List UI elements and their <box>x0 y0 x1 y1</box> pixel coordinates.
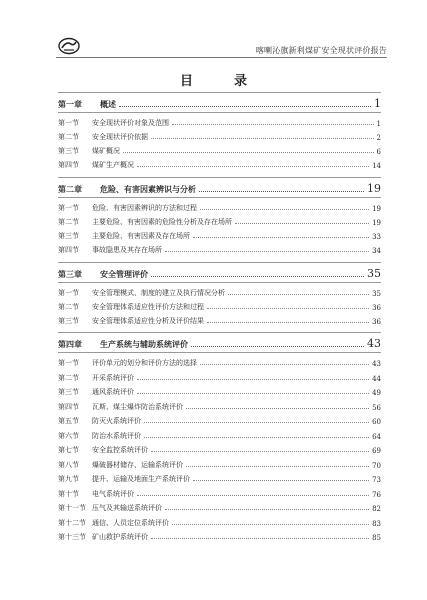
section-label <box>58 217 232 227</box>
section-number: 第一节 <box>58 119 79 127</box>
section-label <box>58 503 162 513</box>
section-label <box>58 387 134 397</box>
section-label <box>58 402 183 412</box>
section-number: 第七节 <box>58 446 79 454</box>
section-title: 瓦斯、煤尘爆炸防治系统评价 <box>92 402 183 411</box>
toc-chapter-row[interactable] <box>58 96 381 110</box>
chapter-title: 危险、有害因素辨识与分析 <box>100 184 196 194</box>
dot-leader <box>193 236 369 238</box>
toc-section-row[interactable] <box>58 158 381 170</box>
section-page-number: 35 <box>372 290 381 298</box>
chapter-page-number: 35 <box>367 267 381 280</box>
toc-chapter-row[interactable] <box>58 336 381 350</box>
toc-section-row[interactable] <box>58 286 381 298</box>
header-title: 喀喇沁旗新利煤矿安全现状评价报告 <box>255 46 387 55</box>
toc-section-row[interactable] <box>58 458 381 470</box>
section-title: 安全管理体系适应性分析及评价结果 <box>92 317 204 325</box>
section-title: 安全现状评价对象及范围 <box>92 119 169 127</box>
section-page-number: 14 <box>372 162 381 170</box>
dot-leader <box>207 321 369 323</box>
dot-leader <box>172 123 374 125</box>
section-number: 第二节 <box>58 373 79 382</box>
section-number: 第六节 <box>58 431 79 440</box>
dot-leader <box>151 537 369 539</box>
section-label <box>58 288 225 298</box>
dot-leader <box>144 436 369 438</box>
section-label <box>58 302 204 312</box>
section-title: 事故隐患及其存在场所 <box>92 246 162 254</box>
dot-leader <box>186 465 369 467</box>
chapter-divider <box>58 177 381 178</box>
section-page-number: 33 <box>372 233 381 241</box>
section-title: 爆破器材储存、运输系统评价 <box>92 460 183 469</box>
toc-section-row[interactable] <box>58 429 381 441</box>
section-page-number: 82 <box>372 505 381 513</box>
chapter-divider <box>58 352 381 353</box>
toc-section-row[interactable] <box>58 314 381 326</box>
section-number: 第十节 <box>58 489 79 498</box>
dot-leader <box>151 137 374 139</box>
toc-section-row[interactable] <box>58 516 381 528</box>
section-page-number: 49 <box>372 389 381 397</box>
section-page-number: 6 <box>376 148 381 156</box>
section-label <box>58 373 134 383</box>
section-number: 第二节 <box>58 133 79 141</box>
section-page-number: 2 <box>376 134 381 142</box>
toc-section-row[interactable] <box>58 356 381 368</box>
toc-section-row[interactable] <box>58 472 381 484</box>
section-label <box>58 132 148 142</box>
dot-leader <box>137 392 369 394</box>
toc-section-row[interactable] <box>58 243 381 255</box>
section-page-number: 76 <box>372 490 381 499</box>
dot-leader <box>137 378 369 380</box>
dot-leader <box>123 151 374 153</box>
chapter-label <box>58 339 188 350</box>
chapter-page-number: 43 <box>367 337 381 350</box>
section-page-number: 69 <box>372 447 381 455</box>
dot-leader <box>151 275 364 277</box>
section-label <box>58 431 141 441</box>
section-number: 第五节 <box>58 417 79 425</box>
section-label <box>58 231 190 241</box>
toc-section-row[interactable] <box>58 116 381 128</box>
section-title: 主要危险、有害因素的危险性分析及存在场所 <box>92 218 232 226</box>
section-title: 通信、人员定位系统评价 <box>92 518 169 527</box>
chapter-title: 生产系统与辅助系统评价 <box>100 339 188 349</box>
dot-leader <box>207 307 369 309</box>
section-label <box>58 118 169 128</box>
toc-section-row[interactable] <box>58 201 381 213</box>
chapter-title: 安全管理评价 <box>100 269 148 279</box>
chapter-divider <box>58 262 381 263</box>
toc-chapter-row[interactable] <box>58 266 381 280</box>
section-title: 安全管理体系适应性评价方法和过程 <box>92 303 204 311</box>
toc-section-row[interactable] <box>58 130 381 142</box>
section-title: 安全管理模式、制度的建立及执行情况分析 <box>92 289 225 297</box>
section-label <box>58 518 169 528</box>
section-number: 第八节 <box>58 460 79 469</box>
toc-section-row[interactable] <box>58 229 381 241</box>
toc-section-row[interactable] <box>58 400 381 412</box>
section-page-number: 56 <box>372 403 381 412</box>
dot-leader <box>193 479 369 481</box>
toc-section-row[interactable] <box>58 501 381 513</box>
section-label <box>58 245 162 255</box>
section-title: 煤矿生产概况 <box>92 161 134 169</box>
section-number: 第一节 <box>58 289 79 297</box>
dot-leader <box>200 208 369 210</box>
section-number: 第二节 <box>58 303 79 311</box>
chapter-label <box>58 99 116 110</box>
section-label <box>58 160 134 170</box>
section-label <box>58 416 141 426</box>
chapter-divider <box>58 92 381 93</box>
section-title: 矿山救护系统评价 <box>92 533 148 541</box>
section-label <box>58 445 148 455</box>
dot-leader <box>235 222 369 224</box>
section-page-number: 60 <box>372 418 381 426</box>
chapter-divider <box>58 197 381 198</box>
section-number: 第十一节 <box>58 504 86 512</box>
dot-leader <box>165 508 369 510</box>
section-label <box>58 203 197 213</box>
section-page-number: 70 <box>372 461 381 470</box>
section-title: 危险、有害因素辨识的方法和过程 <box>92 204 197 212</box>
toc-title: 目 录 <box>179 74 261 89</box>
section-number: 第四节 <box>58 161 79 169</box>
dot-leader <box>144 421 369 423</box>
dot-leader <box>191 345 364 347</box>
chapter-page-number: 1 <box>374 97 381 110</box>
toc-section-row[interactable] <box>58 144 381 156</box>
section-title: 防灭火系统评价 <box>92 417 141 425</box>
section-label <box>58 358 197 368</box>
section-title: 安全现状评价依据 <box>92 133 148 141</box>
section-title: 电气系统评价 <box>92 489 134 498</box>
chapter-number: 第三章 <box>58 269 82 279</box>
section-number: 第一节 <box>58 359 79 367</box>
dot-leader <box>228 293 369 295</box>
chapter-divider <box>58 112 381 113</box>
chapter-divider <box>58 282 381 283</box>
section-number: 第二节 <box>58 218 79 226</box>
toc-section-row[interactable] <box>58 371 381 383</box>
section-label <box>58 532 148 542</box>
section-page-number: 43 <box>372 360 381 368</box>
section-page-number: 34 <box>372 247 381 255</box>
section-label <box>58 460 183 470</box>
section-number: 第三节 <box>58 147 79 155</box>
section-title: 压气及其输送系统评价 <box>92 504 162 512</box>
section-label <box>58 474 190 484</box>
section-page-number: 44 <box>372 374 381 383</box>
section-label <box>58 146 120 156</box>
section-page-number: 73 <box>372 476 381 484</box>
section-title: 评价单元的划分和评价方法的选择 <box>92 359 197 367</box>
chapter-label <box>58 184 196 195</box>
dot-leader <box>119 105 371 107</box>
toc-section-row[interactable] <box>58 385 381 397</box>
section-number: 第三节 <box>58 388 79 396</box>
toc-section-row[interactable] <box>58 443 381 455</box>
section-number: 第九节 <box>58 475 79 483</box>
section-page-number: 83 <box>372 519 381 528</box>
header-rule <box>56 57 387 58</box>
section-page-number: 36 <box>372 304 381 312</box>
toc-chapter-row[interactable] <box>58 181 381 195</box>
section-page-number: 19 <box>372 219 381 227</box>
dot-leader <box>151 450 369 452</box>
section-title: 安全监控系统评价 <box>92 446 148 454</box>
company-logo-icon <box>58 37 80 55</box>
section-title: 开采系统评价 <box>92 373 134 382</box>
chapter-number: 第一章 <box>58 99 82 109</box>
dot-leader <box>137 165 369 167</box>
dot-leader <box>200 363 369 365</box>
section-page-number: 85 <box>372 534 381 542</box>
section-number: 第四节 <box>58 402 79 411</box>
dot-leader <box>137 494 369 496</box>
section-title: 提升、运输及地面生产系统评价 <box>92 475 190 483</box>
section-number: 第十三节 <box>58 533 86 541</box>
dot-leader <box>199 190 364 192</box>
section-label <box>58 316 204 326</box>
chapter-number: 第二章 <box>58 184 82 194</box>
section-page-number: 1 <box>376 120 381 128</box>
section-page-number: 36 <box>372 318 381 326</box>
toc-section-row[interactable] <box>58 530 381 542</box>
section-number: 第三节 <box>58 232 79 240</box>
section-title: 防治水系统评价 <box>92 431 141 440</box>
chapter-divider <box>58 332 381 333</box>
toc-section-row[interactable] <box>58 487 381 499</box>
section-number: 第一节 <box>58 204 79 212</box>
section-title: 煤矿概况 <box>92 147 120 155</box>
dot-leader <box>186 407 369 409</box>
chapter-page-number: 19 <box>367 182 381 195</box>
section-number: 第四节 <box>58 246 79 254</box>
section-page-number: 64 <box>372 432 381 441</box>
section-label <box>58 489 134 499</box>
chapter-number: 第四章 <box>58 339 82 349</box>
chapter-label <box>58 269 148 280</box>
section-page-number: 19 <box>372 205 381 213</box>
toc-section-row[interactable] <box>58 414 381 426</box>
section-number: 第三节 <box>58 317 79 325</box>
toc-section-row[interactable] <box>58 215 381 227</box>
section-number: 第十二节 <box>58 518 86 527</box>
toc-section-row[interactable] <box>58 300 381 312</box>
chapter-title: 概述 <box>100 99 116 109</box>
section-title: 通风系统评价 <box>92 388 134 396</box>
dot-leader <box>165 250 369 252</box>
section-title: 主要危险、有害因素及存在场所 <box>92 232 190 240</box>
dot-leader <box>172 523 369 525</box>
